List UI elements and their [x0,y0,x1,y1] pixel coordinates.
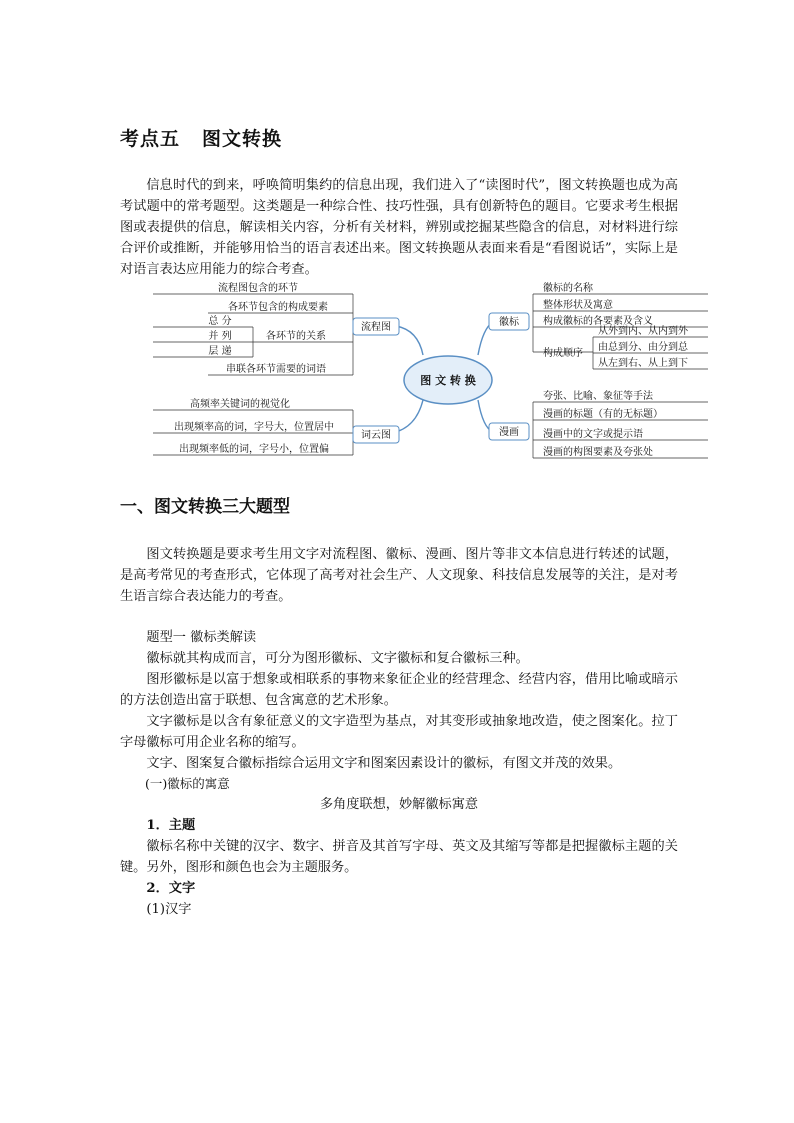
flow-relation-1: 总 分 [208,316,232,327]
flow-item-1: 流程图包含的环节 [218,283,298,294]
cloud-label: 词云图 [361,430,391,441]
flow-item-3: 各环节的关系 [266,331,326,342]
center-line: 多角度联想，妙解徽标寓意 [319,797,479,812]
intro-paragraph: 信息时代的到来，呼唤简明集约的信息出现，我们进入了“读图时代”，图文转换题也成为高考试题中的常考题型。这类题是一种综合性、技巧性强，具有创新特色的题目。它要求考生根据图或表提供的信息，解读相关内容，分析有关材料，辨别或挖掘某些隐含的信息，对材料进行综合评价或推断，并能够用恰当的语言表述出来。图文转换题从表面来看是“看图说话”，实际上是对语言表达应用能力的综合考查。 [120,178,678,277]
section-intro: 图文转换题是要求考生用文字对流程图、徽标、漫画、图片等非文本信息进行转述的试题，是高考常见的考查形式，它体现了高考对社会生产、人文现象、科技信息发展等的关注，是对考生语言综合表达能力的考查。 [120,547,678,604]
type1-heading: 题型一 徽标类解读 [146,630,257,645]
heading-hanzi: (1)汉字 [146,902,192,917]
emblem-order-1: 从外到内、从内到外 [598,326,688,337]
heading-theme: 1．主题 [146,818,196,833]
emblem-order-3: 从左到右、从上到下 [598,358,688,369]
center-label: 图 文 转 换 [420,374,476,387]
paragraph-theme: 徽标名称中关键的汉字、数字、拼音及其首写字母、英文及其缩写等都是把握徽标主题的关键。另外，图形和颜色也会为主题服务。 [120,839,678,875]
subheading-1: (一)徽标的寓意 [145,776,230,791]
emblem-order-label: 构成顺序 [543,348,583,359]
link-flow [396,326,423,355]
flow-item-4: 串联各环节需要的词语 [226,364,326,375]
heading-text: 2．文字 [146,881,196,896]
cloud-item-1: 高频率关键词的视觉化 [190,399,290,410]
mindmap-diagram [148,280,713,465]
comic-item-3: 漫画中的文字或提示语 [543,429,643,440]
flow-item-2: 各环节包含的构成要素 [228,302,328,313]
cloud-item-2: 出现频率高的词，字号大，位置居中 [174,422,334,433]
paragraph-2: 图形徽标是以富于想象或相联系的事物来象征企业的经营理念、经营内容，借用比喻或暗示的方法创造出富于联想、包含寓意的艺术形象。 [120,672,678,708]
emblem-item-2: 整体形状及寓意 [543,300,613,311]
emblem-order-2: 由总到分、由分到总 [598,342,688,353]
paragraph-4: 文字、图案复合徽标指综合运用文字和图案因素设计的徽标，有图文并茂的效果。 [146,756,622,771]
comic-item-4: 漫画的构图要素及夸张处 [543,447,653,458]
flow-relation-3: 层 递 [208,346,232,357]
section-heading: 一、图文转换三大题型 [120,497,290,517]
comic-item-1: 夸张、比喻、象征等手法 [543,391,653,402]
title-part2: 图文转换 [202,128,283,150]
emblem-item-3: 构成徽标的各要素及含义 [543,316,653,327]
page-title [120,124,282,151]
cloud-item-3: 出现频率低的词，字号小，位置偏 [179,444,329,455]
emblem-label: 徽标 [499,317,519,328]
paragraph-1: 徽标就其构成而言，可分为图形徽标、文字徽标和复合徽标三种。 [146,651,529,666]
emblem-item-1: 徽标的名称 [543,283,593,294]
comic-label: 漫画 [499,427,519,438]
flow-relation-2: 并 列 [208,331,232,342]
comic-item-2: 漫画的标题（有的无标题） [543,409,663,420]
flow-label: 流程图 [361,322,391,333]
paragraph-3: 文字徽标是以含有象征意义的文字造型为基点，对其变形或抽象地改造，使之图案化。拉丁字母徽标可用企业名称的缩写。 [120,714,678,750]
title-part1: 考点五 [120,128,181,150]
